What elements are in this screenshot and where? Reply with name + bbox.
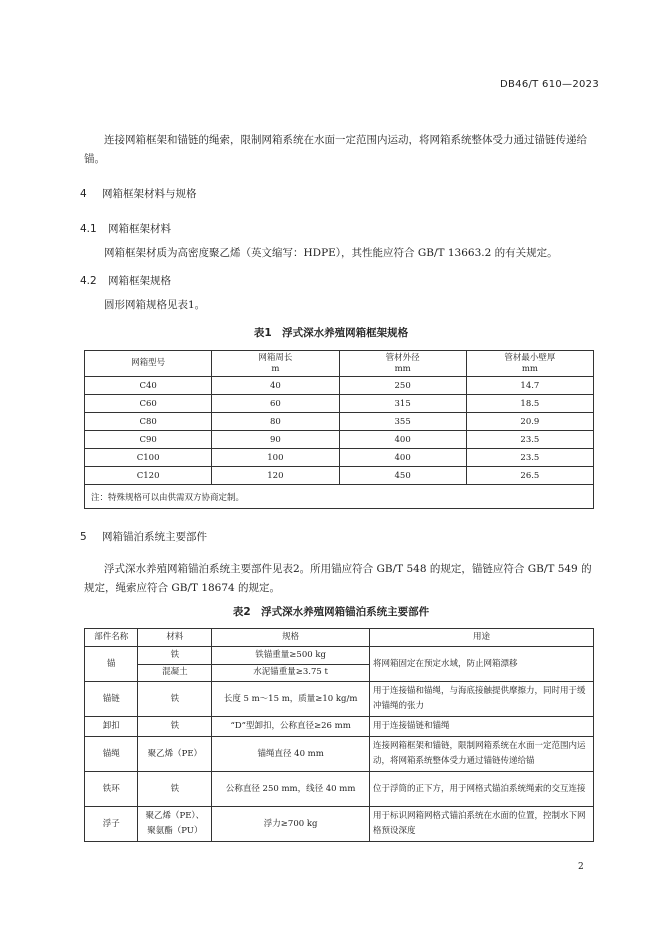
table-cell: 400 bbox=[339, 431, 466, 449]
section-4-2-title: 网箱框架规格 bbox=[108, 275, 171, 287]
doc-code: DB46/T 610—2023 bbox=[500, 79, 599, 90]
table-row bbox=[85, 377, 594, 395]
table-row bbox=[85, 395, 594, 413]
table-2-header-use: 用途 bbox=[370, 629, 594, 647]
table-cell: 400 bbox=[339, 449, 466, 467]
table-cell: 混凝土 bbox=[138, 664, 212, 682]
table-cell: 锚绳 bbox=[85, 737, 138, 772]
table-1-header-diameter: 管材外径 mm bbox=[339, 351, 466, 377]
section-5-number: 5 bbox=[80, 531, 87, 543]
table-cell: 锚 bbox=[85, 647, 138, 682]
section-4-title: 网箱框架材料与规格 bbox=[102, 188, 197, 200]
table-1-header-row bbox=[85, 351, 594, 377]
table-cell: 80 bbox=[212, 413, 339, 431]
table-cell: 450 bbox=[339, 467, 466, 485]
section-5-text: 浮式深水养殖网箱锚泊系统主要部件见表2。所用锚应符合 GB/T 548 的规定，锚链应符合 GB/T 549 的规定，绳索应符合 GB/T 18674 的规定。 bbox=[84, 563, 592, 594]
table-row bbox=[85, 737, 594, 772]
table-cell: 23.5 bbox=[466, 449, 593, 467]
table-cell: C120 bbox=[85, 467, 212, 485]
table-2 bbox=[84, 628, 594, 842]
table-cell: 用于标识网箱网格式锚泊系统在水面的位置，控制水下网格预设深度 bbox=[370, 807, 594, 842]
table-row bbox=[85, 449, 594, 467]
table-row bbox=[85, 717, 594, 737]
table-cell: 水泥锚重量≥3.75 t bbox=[212, 664, 370, 682]
table-cell: 将网箱固定在预定水域，防止网箱漂移 bbox=[370, 647, 594, 682]
table-cell: 120 bbox=[212, 467, 339, 485]
table-cell: 315 bbox=[339, 395, 466, 413]
table-row bbox=[85, 682, 594, 717]
table-2-caption: 表2 浮式深水养殖网箱锚泊系统主要部件 bbox=[232, 606, 430, 618]
table-cell: 铁锚重量≥500 kg bbox=[212, 647, 370, 665]
table-row bbox=[85, 467, 594, 485]
table-1 bbox=[84, 350, 594, 509]
table-cell: 铁环 bbox=[85, 772, 138, 807]
section-4-2-text: 圆形网箱规格见表1。 bbox=[104, 299, 206, 311]
table-row bbox=[85, 413, 594, 431]
table-cell: 20.9 bbox=[466, 413, 593, 431]
table-cell: 40 bbox=[212, 377, 339, 395]
table-cell: C100 bbox=[85, 449, 212, 467]
section-4-heading bbox=[80, 186, 197, 201]
section-4-number: 4 bbox=[80, 188, 87, 200]
table-cell: 铁 bbox=[138, 682, 212, 717]
table-1-header-model: 网箱型号 bbox=[85, 351, 212, 377]
table-cell: C60 bbox=[85, 395, 212, 413]
table-cell: “D”型卸扣，公称直径≥26 mm bbox=[212, 717, 370, 737]
page-number: 2 bbox=[578, 862, 584, 872]
table-cell: 60 bbox=[212, 395, 339, 413]
table-cell: 18.5 bbox=[466, 395, 593, 413]
table-cell: 23.5 bbox=[466, 431, 593, 449]
table-row bbox=[85, 772, 594, 807]
table-cell: 铁 bbox=[138, 772, 212, 807]
table-cell: 聚乙烯（PE） bbox=[138, 737, 212, 772]
table-cell: 14.7 bbox=[466, 377, 593, 395]
table-cell: 锚绳直径 40 mm bbox=[212, 737, 370, 772]
table-1-note: 注：特殊规格可以由供需双方协商定制。 bbox=[85, 485, 594, 509]
table-cell: 锚链 bbox=[85, 682, 138, 717]
table-cell: 位于浮筒的正下方，用于网格式锚泊系统绳索的交互连接 bbox=[370, 772, 594, 807]
section-4-1-heading bbox=[80, 221, 171, 236]
section-4-1-number: 4.1 bbox=[80, 223, 97, 235]
table-row bbox=[85, 647, 594, 665]
table-row bbox=[85, 807, 594, 842]
table-1-note-row bbox=[85, 485, 594, 509]
table-cell: 250 bbox=[339, 377, 466, 395]
table-cell: 浮子 bbox=[85, 807, 138, 842]
section-4-2-heading bbox=[80, 273, 171, 288]
table-cell: C40 bbox=[85, 377, 212, 395]
table-cell: 公称直径 250 mm，线径 40 mm bbox=[212, 772, 370, 807]
table-cell: 用于连接锚链和锚绳 bbox=[370, 717, 594, 737]
table-cell: 铁 bbox=[138, 647, 212, 665]
table-1-caption: 表1 浮式深水养殖网箱框架规格 bbox=[253, 327, 409, 339]
table-2-header-part: 部件名称 bbox=[85, 629, 138, 647]
table-cell: 聚乙烯（PE）、聚氨酯（PU） bbox=[138, 807, 212, 842]
section-4-1-title: 网箱框架材料 bbox=[108, 223, 171, 235]
table-2-header-spec: 规格 bbox=[212, 629, 370, 647]
table-1-header-perimeter: 网箱周长 m bbox=[212, 351, 339, 377]
table-cell: 浮力≥700 kg bbox=[212, 807, 370, 842]
section-5-title: 网箱锚泊系统主要部件 bbox=[102, 531, 207, 543]
table-cell: C80 bbox=[85, 413, 212, 431]
table-cell: 铁 bbox=[138, 717, 212, 737]
table-2-header-row bbox=[85, 629, 594, 647]
table-cell: C90 bbox=[85, 431, 212, 449]
table-cell: 用于连接锚和锚绳，与海底接触提供摩擦力，同时用于缓冲锚绳的张力 bbox=[370, 682, 594, 717]
section-4-2-number: 4.2 bbox=[80, 275, 97, 287]
table-cell: 90 bbox=[212, 431, 339, 449]
table-cell: 长度 5 m～15 m，质量≥10 kg/m bbox=[212, 682, 370, 717]
section-4-1-text: 网箱框架材质为高密度聚乙烯（英文缩写：HDPE），其性能应符合 GB/T 13663.2 的有关规定。 bbox=[104, 247, 558, 259]
table-1-header-thickness: 管材最小壁厚 mm bbox=[466, 351, 593, 377]
table-cell: 355 bbox=[339, 413, 466, 431]
table-cell: 26.5 bbox=[466, 467, 593, 485]
table-cell: 连接网箱框架和锚链，限制网箱系统在水面一定范围内运动，将网箱系统整体受力通过锚链传递给锚 bbox=[370, 737, 594, 772]
table-cell: 100 bbox=[212, 449, 339, 467]
section-5-heading bbox=[80, 529, 207, 544]
table-cell: 卸扣 bbox=[85, 717, 138, 737]
table-row bbox=[85, 431, 594, 449]
intro-paragraph: 连接网箱框架和锚链的绳索，限制网箱系统在水面一定范围内运动，将网箱系统整体受力通过锚链传递给锚。 bbox=[84, 134, 587, 165]
table-2-header-material: 材料 bbox=[138, 629, 212, 647]
